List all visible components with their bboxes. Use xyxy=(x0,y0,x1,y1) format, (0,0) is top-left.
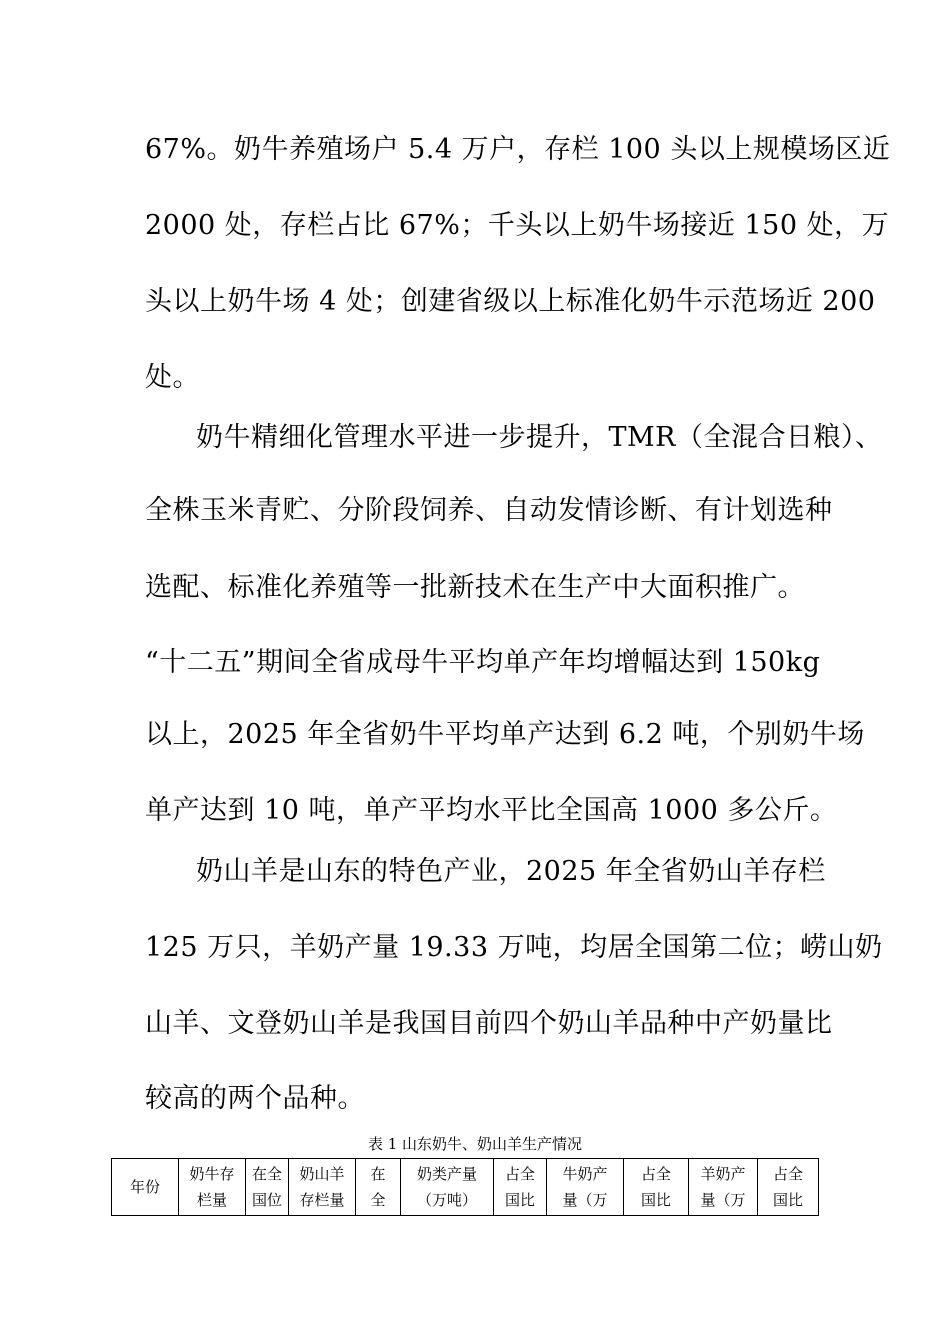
header-text: 在 xyxy=(370,1165,386,1183)
text-line: 单产达到 10 吨，单产平均水平比全国高 1000 多公斤。 xyxy=(145,795,838,826)
text-line: 2000 处，存栏占比 67%；千头以上奶牛场接近 150 处，万 xyxy=(145,210,890,241)
table-caption: 表 1 山东奶牛、奶山羊生产情况 xyxy=(367,1135,583,1153)
text-line: 67%。奶牛养殖场户 5.4 万户，存栏 100 头以上规模场区近 xyxy=(145,134,891,165)
header-text: 国位 xyxy=(251,1191,282,1209)
header-text: 存栏量 xyxy=(299,1191,345,1209)
header-cell xyxy=(289,1159,356,1216)
table-header-row xyxy=(112,1159,819,1216)
header-text: 量（万 xyxy=(700,1191,746,1209)
header-cell xyxy=(547,1159,624,1216)
header-text: 占全 xyxy=(772,1165,803,1183)
text-line: 头以上奶牛场 4 处；创建省级以上标准化奶牛示范场近 200 xyxy=(145,286,876,317)
header-cell xyxy=(689,1159,758,1216)
header-text: 占全 xyxy=(640,1165,671,1183)
header-cell xyxy=(624,1159,689,1216)
header-text: 占全 xyxy=(504,1165,535,1183)
header-text: 栏量 xyxy=(196,1191,227,1209)
text-line: 处。 xyxy=(145,362,200,393)
header-text: 全 xyxy=(370,1191,386,1209)
header-text: 国比 xyxy=(504,1191,535,1209)
header-text: 奶山羊 xyxy=(299,1165,345,1183)
header-text: （万吨） xyxy=(416,1191,477,1209)
header-text: 在全 xyxy=(251,1165,282,1183)
text-line: 全株玉米青贮、分阶段饲养、自动发情诊断、有计划选种 xyxy=(145,495,833,526)
header-cell xyxy=(179,1159,246,1216)
text-line: 125 万只，羊奶产量 19.33 万吨，均居全国第二位；崂山奶 xyxy=(145,932,883,963)
header-cell xyxy=(246,1159,289,1216)
header-text: 奶类产量 xyxy=(416,1165,477,1183)
header-cell-year xyxy=(112,1159,179,1216)
header-text: 奶牛存 xyxy=(189,1165,235,1183)
text-line: 山羊、文登奶山羊是我国目前四个奶山羊品种中产奶量比 xyxy=(145,1008,833,1039)
production-table xyxy=(111,1158,819,1216)
header-cell xyxy=(494,1159,547,1216)
text-line: “十二五”期间全省成母牛平均单产年均增幅达到 150kg xyxy=(145,647,821,678)
header-text: 年份 xyxy=(129,1178,160,1196)
header-cell xyxy=(356,1159,401,1216)
text-line: 奶牛精细化管理水平进一步提升，TMR（全混合日粮）、 xyxy=(196,422,883,453)
header-cell xyxy=(758,1159,819,1216)
text-line: 以上，2025 年全省奶牛平均单产达到 6.2 吨，个别奶牛场 xyxy=(145,719,865,750)
text-line: 选配、标准化养殖等一批新技术在生产中大面积推广。 xyxy=(145,572,805,603)
header-text: 牛奶产 xyxy=(562,1165,608,1183)
text-line: 奶山羊是山东的特色产业，2025 年全省奶山羊存栏 xyxy=(196,856,826,887)
header-text: 国比 xyxy=(640,1191,671,1209)
header-text: 国比 xyxy=(772,1191,803,1209)
header-text: 量（万 xyxy=(562,1191,608,1209)
header-text: 羊奶产 xyxy=(700,1165,746,1183)
text-line: 较高的两个品种。 xyxy=(145,1083,365,1114)
header-cell xyxy=(401,1159,494,1216)
